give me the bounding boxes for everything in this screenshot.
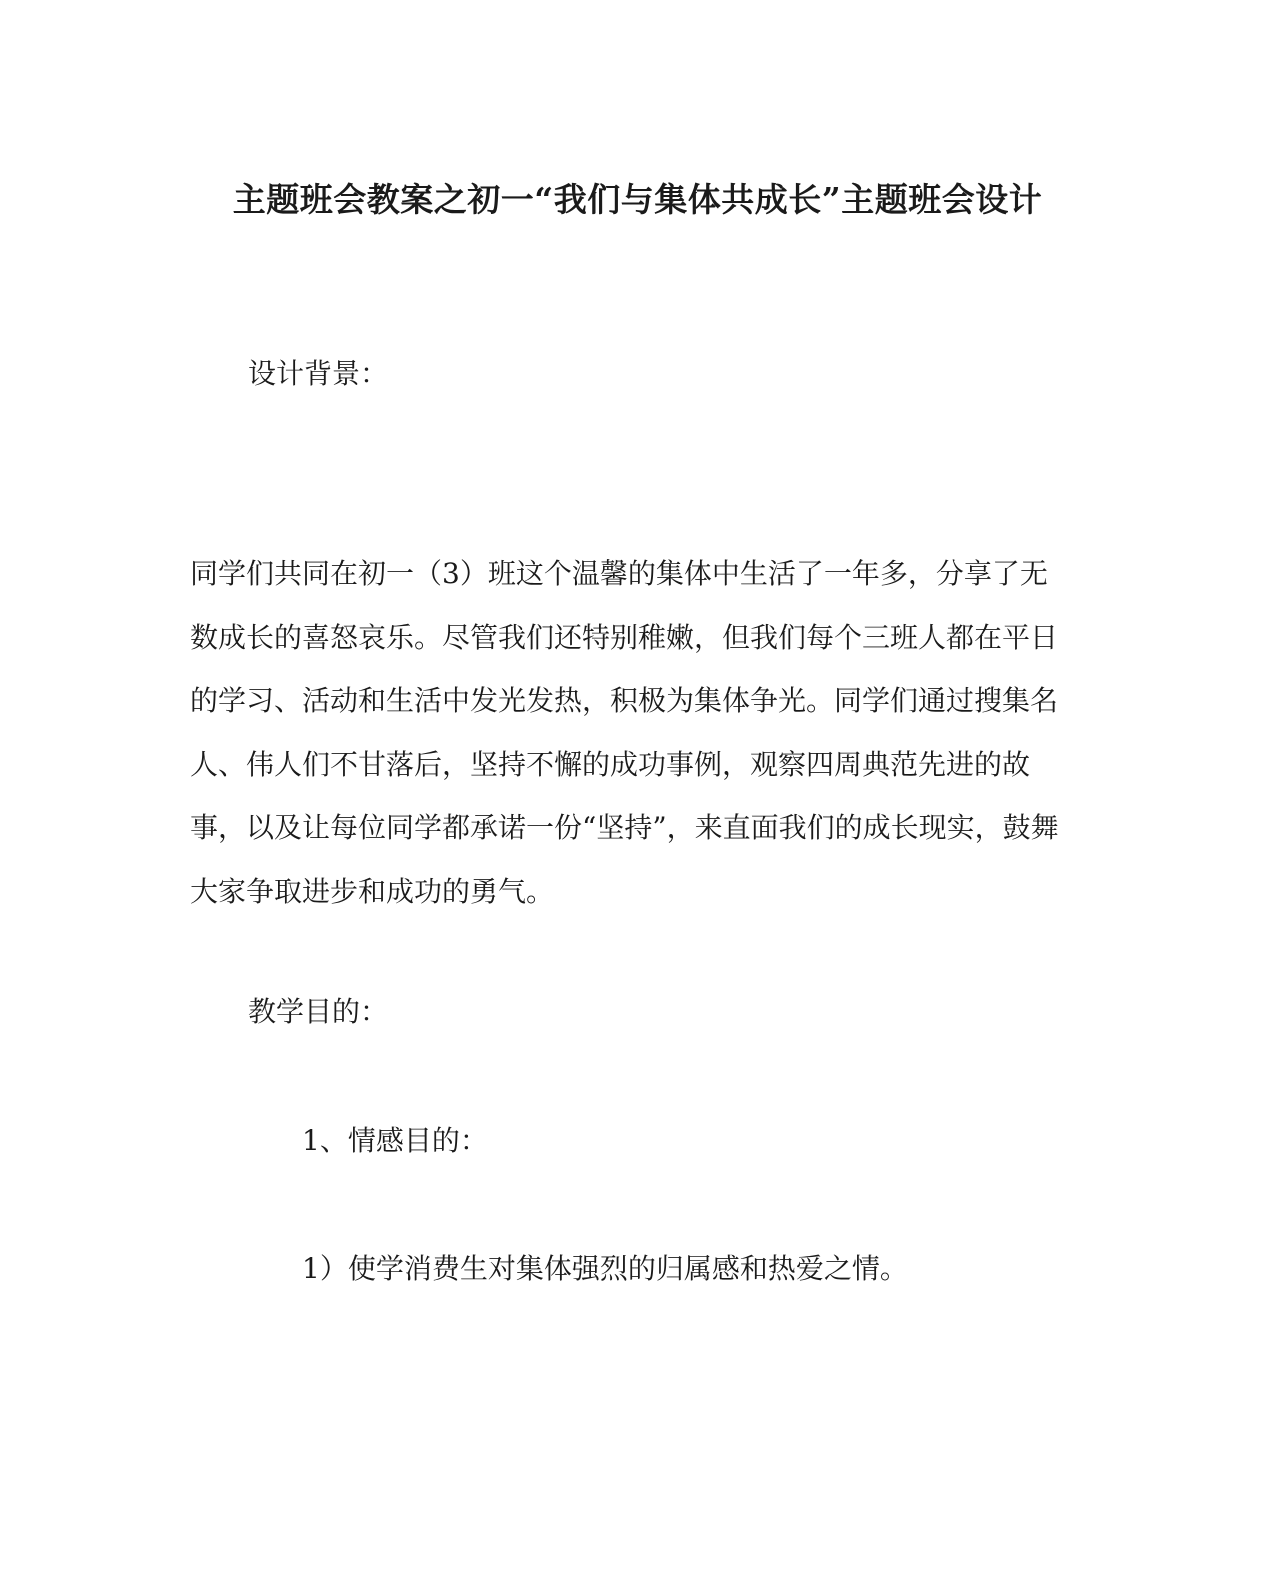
section-heading-background: 设计背景： [248,357,389,390]
section-heading-objectives: 教学目的： [248,995,389,1028]
objective-heading-emotional: 1、情感目的： [302,1124,488,1157]
document-title: 主题班会教案之初一“我们与集体共成长”主题班会设计 [232,180,1043,219]
background-paragraph: 同学们共同在初一（3）班这个温馨的集体中生活了一年多，分享了无数成长的喜怒哀乐。尽管我们还特别稚嫩，但我们每个三班人都在平日的学习、活动和生活中发光发热，积极为集体争光。同学们通过搜集名人、伟人们不甘落后，坚持不懈的成功事例，观察四周典范先进的故事，以及让每位同学都承诺一份“坚持”，来直面我们的成长现实，鼓舞大家争取进步和成功的勇气。 [190,557,1059,908]
objective-item: 1）使学消费生对集体强烈的归属感和热爱之情。 [302,1252,908,1285]
